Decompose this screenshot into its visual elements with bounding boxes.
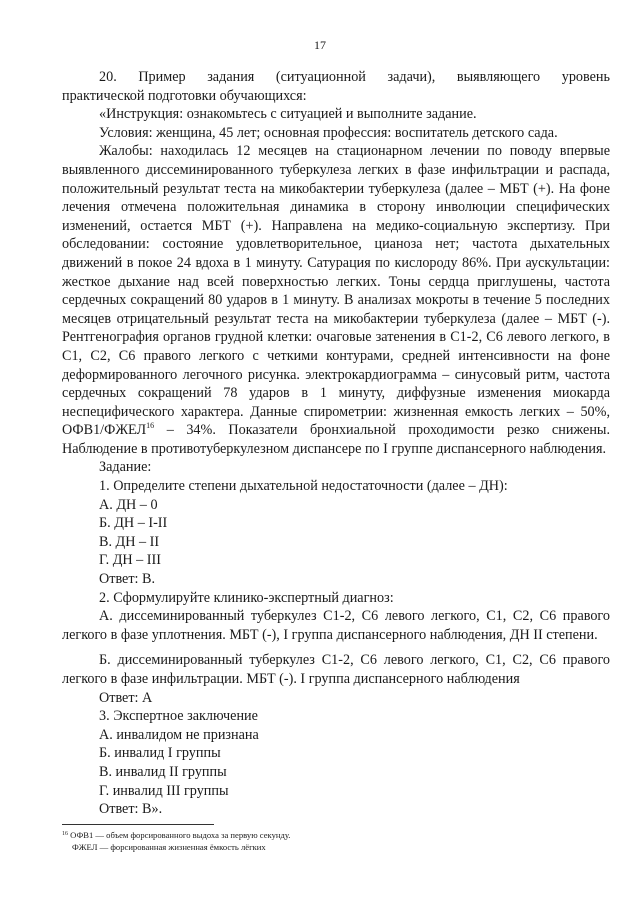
section-heading-line1: 20. Пример задания (ситуационной задачи), выявляющего уровень (99, 69, 610, 85)
q3-option-b: Б. инвалид I группы (99, 745, 221, 762)
complaints-paragraph (62, 142, 610, 458)
complaints-text-part1: Жалобы: находилась 12 месяцев на стационарном лечении по поводу впервые выявленного диссеминированного туберкулеза легких в фазе инфильтрации и распада, положительный результат теста на микобактерии туберкулеза (далее – МБТ (+). На фоне лечения отмечена положительная динамика в сторону инволюции специфических изменений, остается МБТ (+). Направлена на медико-социальную экспертизу. При обследовании: состояние удовлетворительное, цианоза нет; частота дыхательных движений в покое 24 вдоха в 1 минуту. Сатурация по кислороду 86%. При аускультации: жесткое дыхание над всей поверхностью легких. Тоны сердца приглушены, частота сердечных сокращений 80 ударов в 1 минуту. В анализах мокроты в течение 5 последних месяцев отрицательный результат теста на микобактерии туберкулеза (далее – МБТ (-). Рентгенография органов грудной клетки: очаговые затенения в С1-2, С6 левого легкого, в С1, С2, С6 правого легкого с четкими контурами, средней интенсивности на фоне деформированного легочного рисунка. электрокардиограмма – синусовый ритм, частота сердечных сокращений 78 ударов в 1 минуту, диффузные изменения миокарда неспецифического характера. Данные спирометрии: жизненная емкость легких – 50%, ОФВ1/ФЖЕЛ (62, 143, 610, 439)
complaints-text-part2: – 34%. Показатели бронхиальной проходимости резко снижены. Наблюдение в противотуберкулезном диспансере по I группе диспансерного наблюдения. (62, 422, 610, 457)
q2-option-a: А. диссеминированный туберкулез С1-2, С6 левого легкого, С1, С2, С6 правого легкого в фазе уплотнения. МБТ (-), I группа диспансерного наблюдения, ДН II степени. (62, 608, 610, 643)
question-2: 2. Сформулируйте клинико-экспертный диагноз: (99, 589, 394, 606)
page-number: 17 (314, 38, 326, 52)
footnote-mark: 16 (62, 831, 68, 837)
q1-option-c: В. ДН – II (99, 533, 160, 550)
section-heading-line2: практической подготовки обучающихся: (62, 87, 307, 104)
task-label: Задание: (99, 459, 152, 476)
q3-option-c: В. инвалид II группы (99, 763, 227, 780)
q1-option-d: Г. ДН – III (99, 552, 161, 569)
q1-option-a: А. ДН – 0 (99, 496, 158, 513)
question-3: 3. Экспертное заключение (99, 708, 258, 725)
q1-answer: Ответ: В. (99, 571, 156, 588)
q3-answer: Ответ: В». (99, 801, 163, 818)
footnote-text-1: ОФВ1 — объем форсированного выдоха за первую секунду. (68, 830, 291, 840)
footnote-divider (62, 824, 214, 825)
conditions-text: Условия: женщина, 45 лет; основная профессия: воспитатель детского сада. (99, 124, 558, 141)
q2-option-b: Б. диссеминированный туберкулез С1-2, С6 левого легкого, С1, С2, С6 правого легкого в фазе инфильтрации. МБТ (-). I группа диспансерного наблюдения (62, 652, 610, 687)
q2-answer: Ответ: А (99, 689, 153, 706)
question-1: 1. Определите степени дыхательной недостаточности (далее – ДН): (99, 478, 508, 495)
q3-option-d: Г. инвалид III группы (99, 782, 229, 799)
instruction-text: «Инструкция: ознакомьтесь с ситуацией и выполните задание. (99, 106, 477, 123)
footnote (62, 829, 610, 853)
footnote-line2: ФЖЕЛ — форсированная жизненная ёмкость лёгких (72, 842, 266, 852)
footnote-line1 (62, 829, 610, 841)
footnote-reference: 16 (146, 421, 155, 431)
q1-option-b: Б. ДН – I-II (99, 515, 168, 532)
document-body (62, 68, 610, 819)
q3-option-a: А. инвалидом не признана (99, 726, 259, 743)
